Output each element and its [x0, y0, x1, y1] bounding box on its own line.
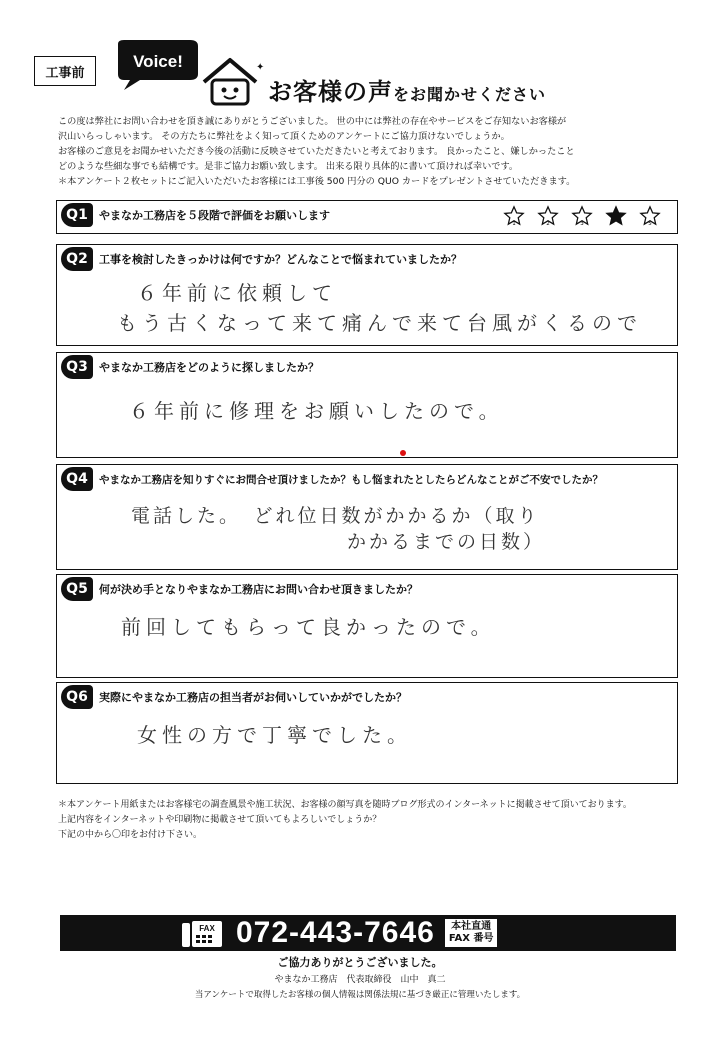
- intro-text: [58, 114, 688, 189]
- company-signature: やまなか工務店 代表取締役 山中 真二: [274, 975, 446, 985]
- svg-text:5: 5: [648, 221, 652, 228]
- question-q3: [56, 352, 678, 458]
- question-text: 何が決め手となりやまなか工務店にお問い合わせ頂きましたか？: [99, 583, 418, 596]
- fax-icon-label: FAX: [199, 924, 215, 933]
- handwritten-answer: 電話した。 どれ位日数がかかるか（取り: [131, 505, 540, 527]
- voice-label: Voice!: [133, 52, 183, 71]
- fax-label-line2: FAX 番号: [448, 933, 494, 944]
- intro-line: ＊本アンケート２枚セットにご記入いただいたお客様には工事後 500 円分の QUO カードをプレゼントさせていただきます。: [58, 176, 576, 187]
- svg-text:1: 1: [512, 221, 516, 228]
- footnote-line: ＊本アンケート用紙またはお客様宅の調査風景や施工状況、お客様の顔写真を随時ブログ形式のインターネットに掲載させて頂いております。: [58, 800, 632, 810]
- house-mascot-icon: [198, 56, 265, 108]
- star-3-icon[interactable]: [571, 205, 593, 227]
- fax-machine-icon: [180, 917, 224, 949]
- intro-line: どのような些細な事でも結構です。是非ご協力お願い致します。 出来る限り具体的に書いて頂ければ幸いです。: [58, 161, 519, 172]
- thank-you-text: ご協力ありがとうございました。: [277, 956, 443, 969]
- question-text: やまなか工務店をどのように探しましたか？: [99, 361, 319, 374]
- red-dot-mark: [400, 450, 406, 456]
- question-q6: [56, 682, 678, 784]
- intro-line: お客様のご意見をお聞かせいただき今後の活動に反映させていただきたいと考えております。 良かったこと、嫌しかったこと: [58, 146, 575, 157]
- handwritten-answer: 女性の方で丁寧でした。: [137, 723, 412, 747]
- question-number: Q1: [61, 203, 93, 227]
- question-q5: [56, 574, 678, 678]
- question-q2: [56, 244, 678, 346]
- question-number: Q3: [61, 355, 93, 379]
- question-q4: [56, 464, 678, 570]
- handwritten-answer: かかるまでの日数）: [347, 531, 546, 553]
- intro-line: この度は弊社にお問い合わせを頂き誠にありがとうございました。 世の中には弊社の存在やサービスをご存知ないお客様が: [58, 116, 567, 127]
- star-2-icon[interactable]: [537, 205, 559, 227]
- question-text: やまなか工務店を５段階で評価をお願いします: [99, 209, 330, 222]
- fax-label-line1: 本社直通: [451, 921, 492, 932]
- question-number: Q4: [61, 467, 93, 491]
- footnote-line: 上記内容をインターネットや印刷物に掲載させて頂いてもよろしいでしょうか？: [58, 815, 382, 825]
- publication-consent-note: [58, 798, 688, 843]
- intro-line: 沢山いらっしゃいます。 その方たちに弊社をよく知って頂くためのアンケートにご協力頂けないでしょうか。: [58, 131, 510, 142]
- handwritten-answer: もう古くなって来て痛んで来て台風がくるので: [117, 311, 642, 335]
- star-4-filled-icon[interactable]: [605, 205, 627, 227]
- star-1-icon[interactable]: [503, 205, 525, 227]
- question-number: Q5: [61, 577, 93, 601]
- title-suffix: をお聞かせください: [393, 85, 547, 104]
- page-title: [268, 72, 546, 107]
- question-text: 実際にやまなか工務店の担当者がお伺いしていかがでしたか？: [99, 691, 407, 704]
- before-construction-tag: 工事前: [34, 56, 96, 86]
- star-5-icon[interactable]: [639, 205, 661, 227]
- handwritten-answer: ６年前に依頼して: [137, 281, 337, 305]
- svg-text:✦: ✦: [256, 62, 265, 73]
- handwritten-answer: 前回してもらって良かったので。: [121, 615, 496, 639]
- question-text: 工事を検討したきっかけは何ですか？どんなことで悩まれていましたか？: [99, 253, 462, 266]
- svg-text:2: 2: [546, 221, 550, 228]
- svg-text:3: 3: [580, 221, 584, 228]
- question-q1: [56, 200, 678, 234]
- fax-number[interactable]: 072-443-7646: [236, 916, 435, 949]
- title-main: お客様の声: [268, 78, 393, 106]
- handwritten-answer: ６年前に修理をお願いしたので。: [129, 399, 504, 423]
- rating-stars[interactable]: [503, 205, 661, 227]
- question-number: Q6: [61, 685, 93, 709]
- question-text: やまなか工務店を知りすぐにお問合せ頂けましたか？もし悩まれたとしたらどんなことがご不安でしたか？: [99, 473, 603, 486]
- privacy-notice: 当アンケートで取得したお客様の個人情報は関係法規に基づき厳正に管理いたします。: [194, 990, 526, 1000]
- fax-label: [445, 919, 498, 947]
- voice-speech-bubble: [110, 38, 202, 90]
- footnote-line: 下記の中から〇印をお付け下さい。: [58, 830, 203, 840]
- question-number: Q2: [61, 247, 93, 271]
- fax-banner: [60, 915, 676, 951]
